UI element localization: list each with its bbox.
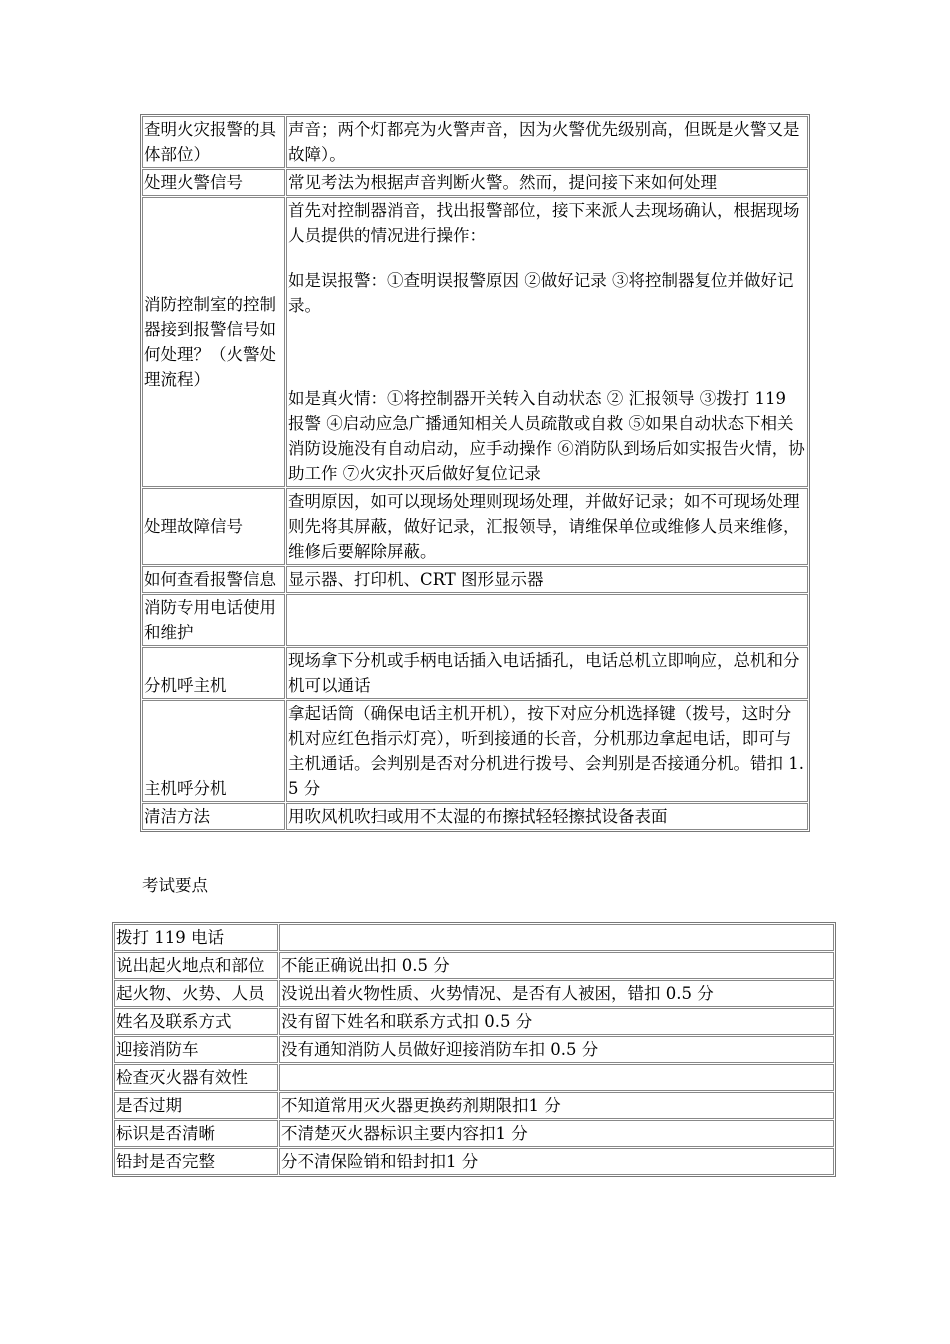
section-title: 考试要点 — [142, 876, 208, 895]
table-row — [142, 566, 808, 593]
row-content: 拿起话筒（确保电话主机开机），按下对应分机选择键（拨号，这时分机对应红色指示灯亮），听到接通的长音，分机那边拿起电话，即可与主机通话。会判别是否对分机进行拨号、会判别是否接通分机。错扣 1.5 分 — [286, 700, 808, 802]
table-row — [114, 1120, 834, 1147]
row-label: 标识是否清晰 — [114, 1120, 278, 1147]
row-label: 主机呼分机 — [142, 700, 285, 802]
procedure-intro: 首先对控制器消音，找出报警部位，接下来派人去现场确认，根据现场人员提供的情况进行操作： — [288, 201, 800, 245]
table-row — [142, 594, 808, 646]
table-row — [114, 924, 834, 951]
row-content — [286, 197, 808, 487]
row-content: 没有留下姓名和联系方式扣 0.5 分 — [279, 1008, 834, 1035]
table-row — [114, 1148, 834, 1175]
table-row — [142, 488, 808, 565]
row-content: 常见考法为根据声音判断火警。然而，提问接下来如何处理 — [286, 169, 808, 196]
table-row — [114, 1008, 834, 1035]
row-content: 分不清保险销和铅封扣1 分 — [279, 1148, 834, 1175]
table-row — [114, 952, 834, 979]
row-content: 不能正确说出扣 0.5 分 — [279, 952, 834, 979]
fire-control-procedures-table — [140, 114, 810, 832]
row-content: 查明原因，如可以现场处理则现场处理，并做好记录；如不可现场处理则先将其屏蔽，做好记录，汇报领导，请维保单位或维修人员来维修，维修后要解除屏蔽。 — [286, 488, 808, 565]
row-label: 查明火灾报警的具体部位） — [142, 116, 285, 168]
row-content: 用吹风机吹扫或用不太湿的布擦拭轻轻擦拭设备表面 — [286, 803, 808, 830]
table-row — [142, 197, 808, 487]
table-row — [114, 1064, 834, 1091]
table-row — [142, 647, 808, 699]
row-label: 清洁方法 — [142, 803, 285, 830]
table-row — [114, 980, 834, 1007]
row-label: 分机呼主机 — [142, 647, 285, 699]
row-content: 不知道常用灭火器更换药剂期限扣1 分 — [279, 1092, 834, 1119]
table-row — [142, 803, 808, 830]
row-label: 拨打 119 电话 — [114, 924, 278, 951]
table-row — [142, 700, 808, 802]
row-content: 没有通知消防人员做好迎接消防车扣 0.5 分 — [279, 1036, 834, 1063]
table-row — [142, 116, 808, 168]
row-label: 起火物、火势、人员 — [114, 980, 278, 1007]
table-row — [142, 169, 808, 196]
real-fire-steps: 如是真火情：①将控制器开关转入自动状态 ② 汇报领导 ③拨打 119 报警 ④启动应急广播通知相关人员疏散或自救 ⑤如果自动状态下相关消防设施没有自动启动，应手动操作 ⑥消防队到场后如实报告火情，协助工作 ⑦火灾扑灭后做好复位记录 — [288, 389, 805, 483]
row-label: 是否过期 — [114, 1092, 278, 1119]
table-row — [114, 1036, 834, 1063]
row-content — [279, 1064, 834, 1091]
table-row — [114, 1092, 834, 1119]
row-label: 姓名及联系方式 — [114, 1008, 278, 1035]
row-content: 没说出着火物性质、火势情况、是否有人被困，错扣 0.5 分 — [279, 980, 834, 1007]
exam-points-table — [112, 922, 836, 1177]
row-content: 显示器、打印机、CRT 图形显示器 — [286, 566, 808, 593]
row-content: 不清楚灭火器标识主要内容扣1 分 — [279, 1120, 834, 1147]
row-label: 铅封是否完整 — [114, 1148, 278, 1175]
row-label: 迎接消防车 — [114, 1036, 278, 1063]
row-label: 消防专用电话使用和维护 — [142, 594, 285, 646]
row-content — [279, 924, 834, 951]
row-label: 检查灭火器有效性 — [114, 1064, 278, 1091]
row-label: 如何查看报警信息 — [142, 566, 285, 593]
row-content — [286, 594, 808, 646]
row-content: 声音；两个灯都亮为火警声音，因为火警优先级别高，但既是火警又是故障）。 — [286, 116, 808, 168]
row-label: 处理火警信号 — [142, 169, 285, 196]
row-label: 处理故障信号 — [142, 488, 285, 565]
row-label: 说出起火地点和部位 — [114, 952, 278, 979]
row-content: 现场拿下分机或手柄电话插入电话插孔，电话总机立即响应，总机和分机可以通话 — [286, 647, 808, 699]
row-label: 消防控制室的控制器接到报警信号如何处理？（火警处理流程） — [142, 197, 285, 487]
false-alarm-steps: 如是误报警：①查明误报警原因 ②做好记录 ③将控制器复位并做好记录。 — [288, 271, 794, 315]
